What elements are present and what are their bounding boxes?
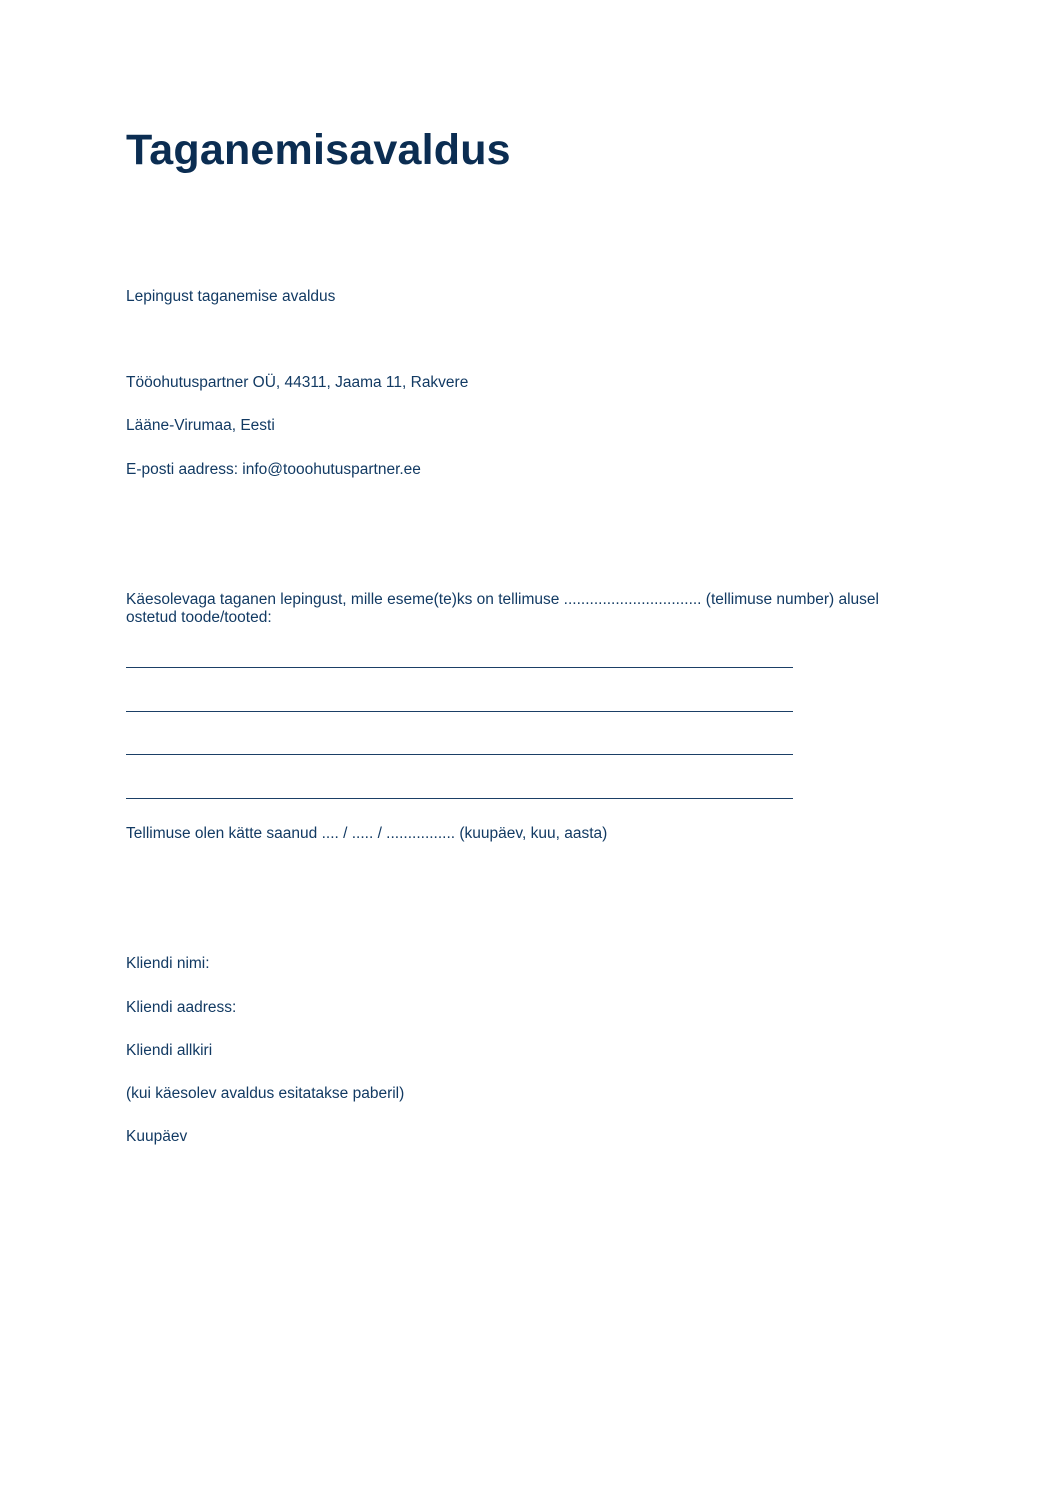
company-email-line: E-posti aadress: info@tooohutuspartner.ee	[126, 461, 421, 478]
client-signature-label: Kliendi allkiri	[126, 1042, 213, 1059]
product-entry-line	[126, 711, 793, 712]
client-address-label: Kliendi aadress:	[126, 999, 237, 1016]
company-address-line: Tööohutuspartner OÜ, 44311, Jaama 11, Rakvere	[126, 374, 469, 391]
client-name-label: Kliendi nimi:	[126, 955, 210, 972]
signature-note: (kui käesolev avaldus esitatakse paberil)	[126, 1085, 405, 1102]
withdrawal-statement: Käesolevaga taganen lepingust, mille eseme(te)ks on tellimuse ................................ (tellimuse number) alusel ostetud toode/tooted:	[126, 591, 879, 626]
order-received-line: Tellimuse olen kätte saanud .... / ..... / ................ (kuupäev, kuu, aasta)	[126, 825, 608, 842]
product-entry-line	[126, 667, 793, 668]
document-subtitle: Lepingust taganemise avaldus	[126, 288, 336, 305]
date-label: Kuupäev	[126, 1128, 188, 1145]
product-entry-line	[126, 754, 793, 755]
product-entry-line	[126, 798, 793, 799]
company-region-line: Lääne-Virumaa, Eesti	[126, 417, 275, 434]
document-title: Taganemisavaldus	[126, 126, 511, 174]
